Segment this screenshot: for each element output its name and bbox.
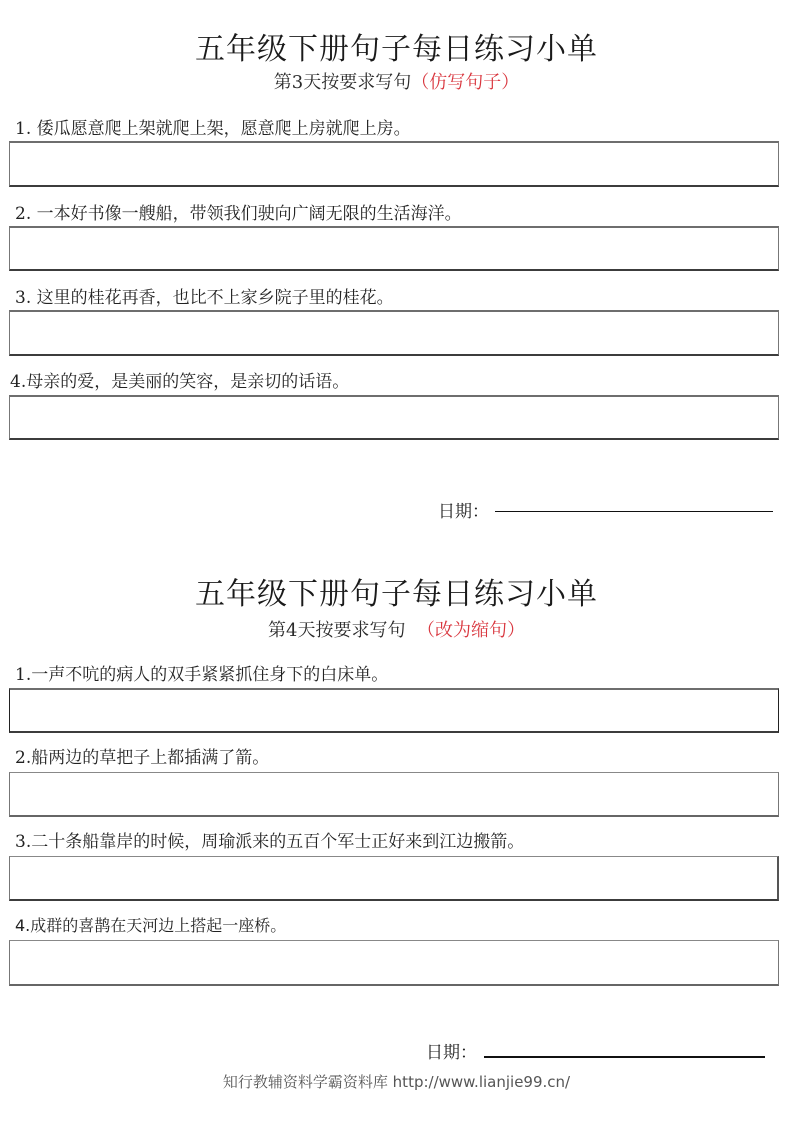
sheet2-date-field[interactable]	[484, 1056, 765, 1058]
sheet2-date-label: 日期：	[426, 1043, 477, 1063]
sheet1-subtitle	[0, 68, 793, 94]
sheet1-subtitle-main: 第3天按要求写句	[273, 72, 412, 93]
sheet2-subtitle	[0, 616, 793, 642]
sheet1-answer-box-4[interactable]	[9, 395, 779, 440]
sheet1-date-label: 日期：	[438, 502, 489, 522]
sheet1-subtitle-note: （仿写句子）	[411, 72, 520, 93]
sheet2-question-2: 2.船两边的草把子上都插满了箭。	[15, 748, 270, 768]
sheet2-answer-box-4[interactable]	[9, 940, 779, 986]
sheet1-answer-box-3[interactable]	[9, 310, 779, 356]
sheet1-answer-box-2[interactable]	[9, 226, 779, 271]
sheet2-question-3: 3.二十条船靠岸的时候，周瑜派来的五百个军士正好来到江边搬箭。	[15, 832, 525, 852]
sheet2-answer-box-3[interactable]	[9, 856, 779, 901]
sheet1-question-2: 2. 一本好书像一艘船，带领我们驶向广阔无限的生活海洋。	[15, 204, 462, 224]
sheet2-question-4: 4.成群的喜鹊在天河边上搭起一座桥。	[15, 916, 287, 935]
sheet2-subtitle-note: （改为缩句）	[416, 620, 525, 641]
sheet2-answer-box-2[interactable]	[9, 772, 779, 817]
sheet1-question-3: 3. 这里的桂花再香，也比不上家乡院子里的桂花。	[15, 288, 394, 308]
sheet2-subtitle-main: 第4天按要求写句	[268, 620, 406, 641]
sheet1-question-4: 4.母亲的爱，是美丽的笑容，是亲切的话语。	[10, 372, 350, 392]
sheet2-title: 五年级下册句子每日练习小单	[195, 577, 598, 612]
footer-watermark: 知行教辅资料学霸资料库 http://www.lianjie99.cn/	[222, 1073, 571, 1091]
sheet1-question-1: 1. 倭瓜愿意爬上架就爬上架，愿意爬上房就爬上房。	[15, 119, 411, 139]
sheet1-date-field[interactable]	[495, 511, 773, 512]
sheet1-title: 五年级下册句子每日练习小单	[195, 32, 598, 67]
sheet2-question-1: 1.一声不吭的病人的双手紧紧抓住身下的白床单。	[15, 665, 389, 685]
sheet2-answer-box-1[interactable]	[9, 688, 779, 733]
sheet1-answer-box-1[interactable]	[9, 141, 779, 187]
